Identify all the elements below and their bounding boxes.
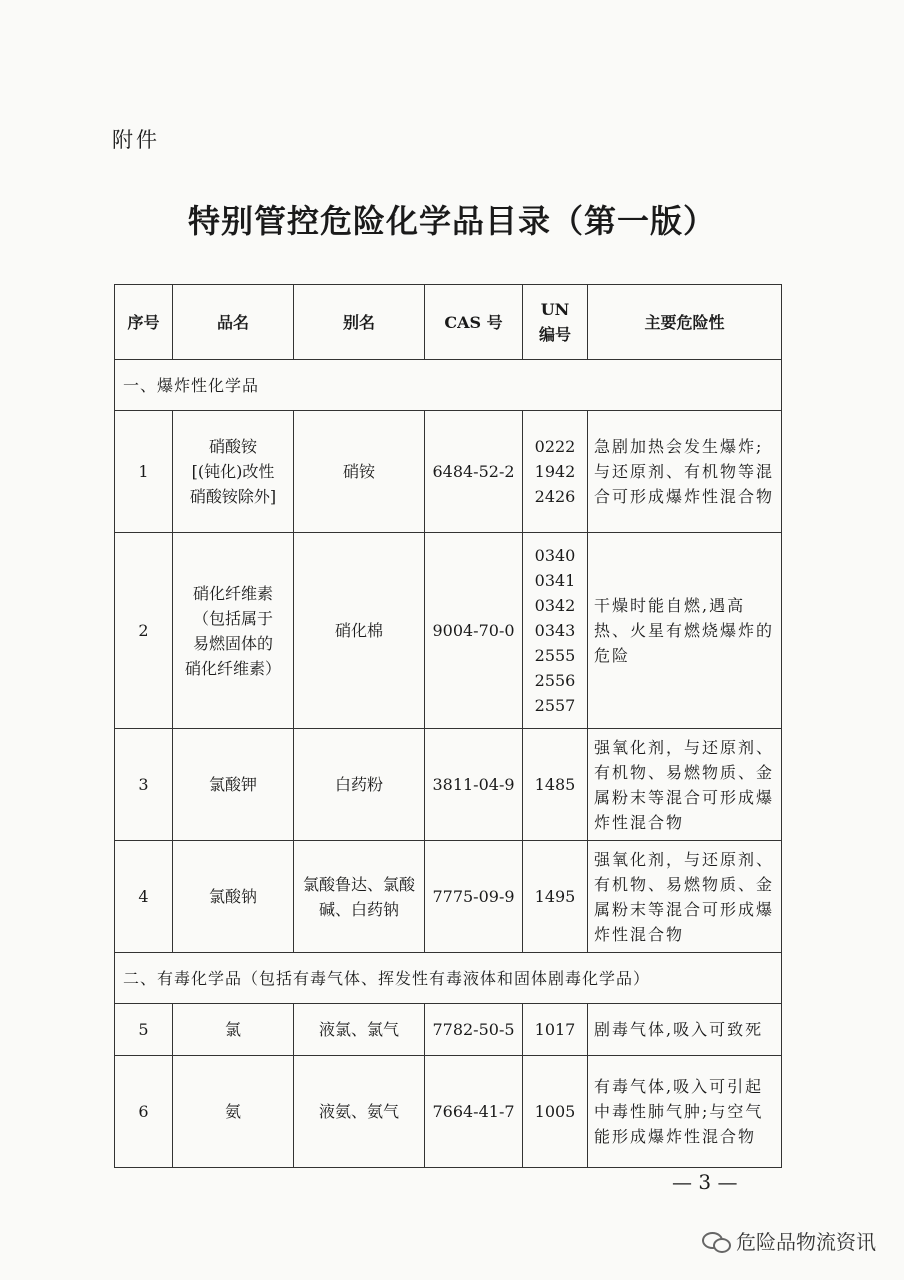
cell-cas: 7775-09-9 <box>425 841 523 953</box>
cell-alias: 白药粉 <box>294 729 425 841</box>
cell-alias: 硝铵 <box>294 411 425 533</box>
table-row <box>115 1056 782 1168</box>
cell-name: 氯酸钠 <box>173 841 294 953</box>
cell-alias: 液氨、氨气 <box>294 1056 425 1168</box>
cell-cas: 6484-52-2 <box>425 411 523 533</box>
cell-alias: 氯酸鲁达、氯酸碱、白药钠 <box>294 841 425 953</box>
cell-no: 1 <box>115 411 173 533</box>
cell-hazard: 急剧加热会发生爆炸;与还原剂、有机物等混合可形成爆炸性混合物 <box>588 411 782 533</box>
cell-no: 4 <box>115 841 173 953</box>
table-row <box>115 411 782 533</box>
header-name: 品名 <box>173 285 294 360</box>
cell-un: 1485 <box>523 729 588 841</box>
header-alias: 别名 <box>294 285 425 360</box>
cell-no: 3 <box>115 729 173 841</box>
header-hazard: 主要危险性 <box>588 285 782 360</box>
section-row <box>115 360 782 411</box>
table-row <box>115 1004 782 1056</box>
cell-name: 氯酸钾 <box>173 729 294 841</box>
cell-un: 1005 <box>523 1056 588 1168</box>
cell-cas: 9004-70-0 <box>425 533 523 729</box>
cell-name: 氨 <box>173 1056 294 1168</box>
cell-alias: 硝化棉 <box>294 533 425 729</box>
watermark <box>702 1226 876 1255</box>
cell-hazard: 剧毒气体,吸入可致死 <box>588 1004 782 1056</box>
cell-name: 氯 <box>173 1004 294 1056</box>
wechat-icon <box>702 1230 730 1252</box>
attachment-label: 附件 <box>112 128 160 152</box>
cell-name: 硝化纤维素 （包括属于 易燃固体的 硝化纤维素） <box>173 533 294 729</box>
page-number: — 3 — <box>672 1170 738 1194</box>
cell-cas: 3811-04-9 <box>425 729 523 841</box>
watermark-text: 危险品物流资讯 <box>736 1230 876 1254</box>
cell-no: 6 <box>115 1056 173 1168</box>
cell-cas: 7664-41-7 <box>425 1056 523 1168</box>
cell-hazard: 强氧化剂，与还原剂、有机物、易燃物质、金属粉末等混合可形成爆炸性混合物 <box>588 729 782 841</box>
table-header-row <box>115 285 782 360</box>
header-cas: CAS 号 <box>425 285 523 360</box>
section-row <box>115 953 782 1004</box>
table-row <box>115 841 782 953</box>
chemical-catalog-table <box>114 284 782 1168</box>
cell-un: 0340 0341 0342 0343 2555 2556 2557 <box>523 533 588 729</box>
cell-hazard: 有毒气体,吸入可引起中毒性肺气肿;与空气能形成爆炸性混合物 <box>588 1056 782 1168</box>
cell-alias: 液氯、氯气 <box>294 1004 425 1056</box>
header-no: 序号 <box>115 285 173 360</box>
cell-no: 2 <box>115 533 173 729</box>
cell-cas: 7782-50-5 <box>425 1004 523 1056</box>
cell-name: 硝酸铵 [(钝化)改性 硝酸铵除外] <box>173 411 294 533</box>
cell-un: 1017 <box>523 1004 588 1056</box>
header-un: UN 编号 <box>523 285 588 360</box>
table-row <box>115 533 782 729</box>
cell-hazard: 强氧化剂，与还原剂、有机物、易燃物质、金属粉末等混合可形成爆炸性混合物 <box>588 841 782 953</box>
table-row <box>115 729 782 841</box>
cell-no: 5 <box>115 1004 173 1056</box>
section-heading: 二、有毒化学品（包括有毒气体、挥发性有毒液体和固体剧毒化学品） <box>115 953 782 1004</box>
page-title: 特别管控危险化学品目录（第一版） <box>187 202 716 240</box>
cell-hazard: 干燥时能自燃,遇高热、火星有燃烧爆炸的危险 <box>588 533 782 729</box>
cell-un: 1495 <box>523 841 588 953</box>
cell-un: 0222 1942 2426 <box>523 411 588 533</box>
section-heading: 一、爆炸性化学品 <box>115 360 782 411</box>
